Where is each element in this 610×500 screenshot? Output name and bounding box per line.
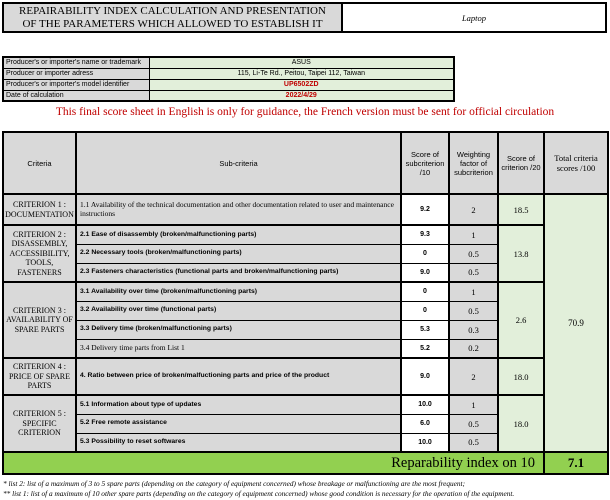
weight-3-3: 0.3 [449,320,498,339]
weight-2-1: 1 [449,225,498,244]
table-row [3,395,608,414]
col-header-criteria: Criteria [3,132,76,194]
criterion-3-score: 2.6 [498,282,544,358]
weight-4: 2 [449,358,498,395]
producer-info-row [3,68,454,79]
criterion-3-name: CRITERION 3 : AVAILABILITY OF SPARE PARTS [3,282,76,358]
weight-1-1: 2 [449,194,498,225]
subcriterion-3-1: 3.1 Availability over time (broken/malfunctioning parts) [76,282,401,301]
guidance-notice: This final score sheet in English is only for guidance, the French version must be sent for official circulation [55,106,555,118]
criterion-2-score: 13.8 [498,225,544,282]
producer-address-label: Producer or importer adress [3,68,149,79]
score-table [2,131,609,475]
product-category-label: Laptop [343,2,607,33]
criterion-1-name: CRITERION 1 : DOCUMENTATION [3,194,76,225]
col-header-weight: Weighting factor of subcriterion [449,132,498,194]
col-header-criterion-score: Score of criterion /20 [498,132,544,194]
criterion-2-name: CRITERION 2 : DISASSEMBLY, ACCESSIBILITY, TOOLS, FASTENERS [3,225,76,282]
table-row [3,225,608,244]
calculation-date-label: Date of calculation [3,90,149,101]
subscore-3-4: 5.2 [401,339,449,358]
col-header-sub-score: Score of subcriterion /10 [401,132,449,194]
subcriterion-4: 4. Ratio between price of broken/malfuctioning parts and price of the product [76,358,401,395]
subscore-5-2: 6.0 [401,414,449,433]
model-identifier-value: UP6502ZD [149,79,454,90]
weight-5-1: 1 [449,395,498,414]
weight-5-2: 0.5 [449,414,498,433]
weight-2-2: 0.5 [449,244,498,263]
criterion-1-score: 18.5 [498,194,544,225]
subscore-3-3: 5.3 [401,320,449,339]
weight-3-2: 0.5 [449,301,498,320]
subscore-4: 9.0 [401,358,449,395]
subcriterion-1-1: 1.1 Availability of the technical documentation and other documentation related to user and maintenance instructions [76,194,401,225]
producer-info-row [3,79,454,90]
subscore-2-2: 0 [401,244,449,263]
repairability-index-label: Reparability index on 10 [3,452,544,474]
subscore-1-1: 9.2 [401,194,449,225]
subcriterion-2-2: 2.2 Necessary tools (broken/malfunctioning parts) [76,244,401,263]
subcriterion-5-3: 5.3 Possibility to reset softwares [76,433,401,452]
producer-name-label: Producer's or importer's name or trademark [3,57,149,68]
criterion-5-name: CRITERION 5 : SPECIFIC CRITERION [3,395,76,452]
subscore-2-3: 9.0 [401,263,449,282]
repairability-index-row [3,452,608,474]
page-title: REPAIRABILITY INDEX CALCULATION AND PRESENTATION OF THE PARAMETERS WHICH ALLOWED TO ESTABLISH IT [2,2,343,33]
producer-info-row [3,90,454,101]
subscore-5-3: 10.0 [401,433,449,452]
subcriterion-3-4: 3.4 Delivery time parts from List 1 [76,339,401,358]
repairability-index-value: 7.1 [544,452,608,474]
subscore-3-1: 0 [401,282,449,301]
criterion-4-score: 18.0 [498,358,544,395]
criterion-5-score: 18.0 [498,395,544,452]
table-row [3,358,608,395]
subcriterion-3-2: 3.2 Availability over time (functional parts) [76,301,401,320]
table-row [3,194,608,225]
subcriterion-2-3: 2.3 Fasteners characteristics (functional parts and broken/malfunctioning parts) [76,263,401,282]
col-header-total: Total criteria scores /100 [544,132,608,194]
producer-address-value: 115, Li-Te Rd., Peitou, Taipei 112, Taiwan [149,68,454,79]
score-table-header-row [3,132,608,194]
weight-2-3: 0.5 [449,263,498,282]
weight-3-4: 0.2 [449,339,498,358]
subcriterion-5-2: 5.2 Free remote assistance [76,414,401,433]
weight-3-1: 1 [449,282,498,301]
calculation-date-value: 2022/4/29 [149,90,454,101]
footnote-list2: * list 2: list of a maximum of 3 to 5 spare parts (depending on the category of equipment concerned) whose breakage or malfunctioning are the most frequent; [3,479,465,488]
producer-name-value: ASUS [149,57,454,68]
producer-info-row [3,57,454,68]
producer-info-table [2,56,455,102]
total-criteria-score: 70.9 [544,194,608,452]
subcriterion-3-3: 3.3 Delivery time (broken/malfunctioning parts) [76,320,401,339]
footnote-list1: ** list 1: list of a maximum of 10 other spare parts (depending on the category of equipment concerned) whose good condition is necessary for the operation of the equipment. [3,489,515,498]
col-header-sub-criteria: Sub-criteria [76,132,401,194]
criterion-4-name: CRITERION 4 : PRICE OF SPARE PARTS [3,358,76,395]
subscore-2-1: 9.3 [401,225,449,244]
footnotes [3,479,609,499]
subscore-5-1: 10.0 [401,395,449,414]
subcriterion-2-1: 2.1 Ease of disassembly (broken/malfunctioning parts) [76,225,401,244]
subscore-3-2: 0 [401,301,449,320]
title-row [2,2,607,33]
subcriterion-5-1: 5.1 Information about type of updates [76,395,401,414]
model-identifier-label: Producer's or importer's model identifier [3,79,149,90]
weight-5-3: 0.5 [449,433,498,452]
table-row [3,282,608,301]
